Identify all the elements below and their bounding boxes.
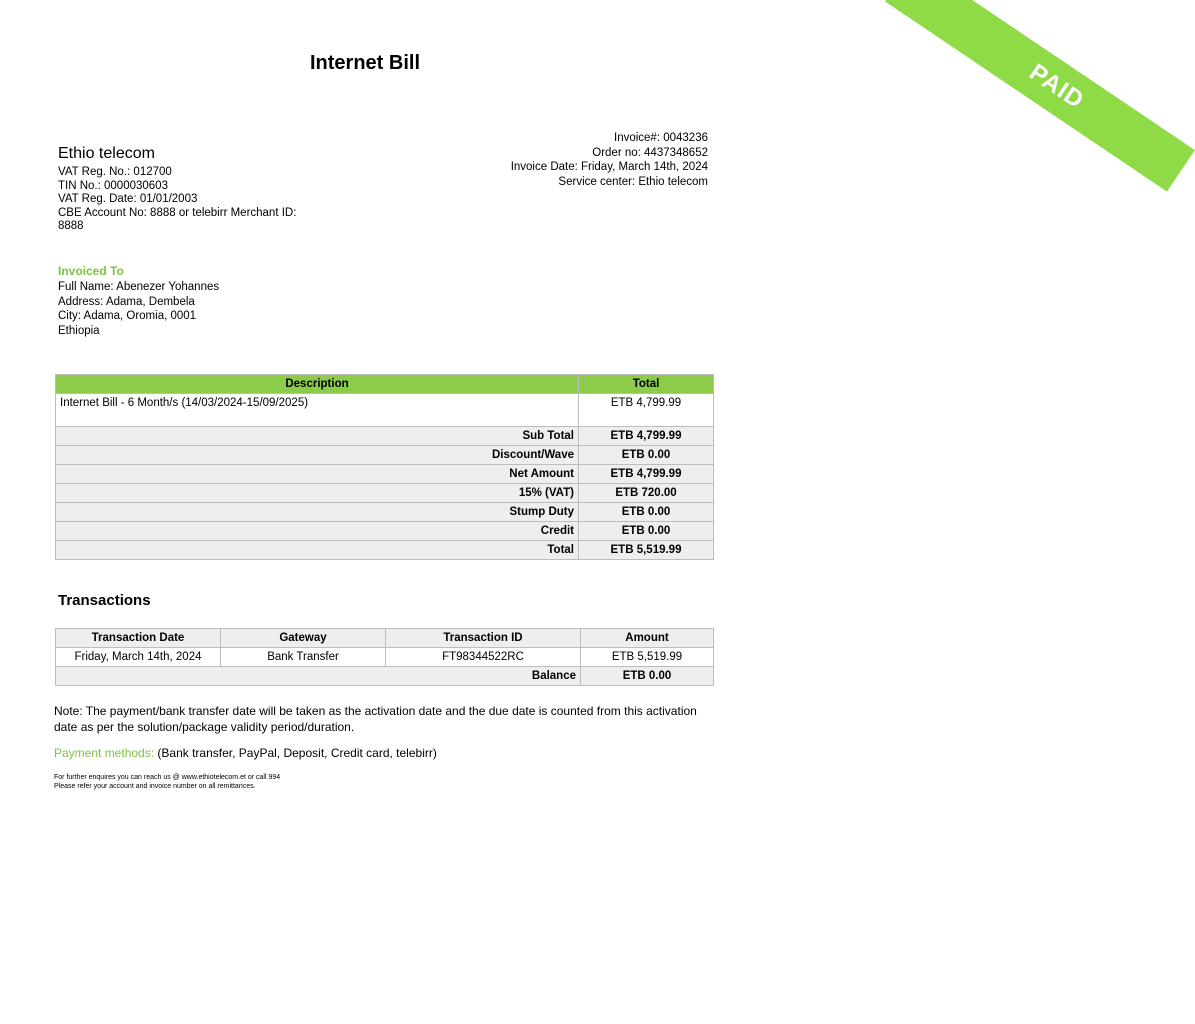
transaction-gateway: Bank Transfer (221, 648, 386, 667)
payment-methods (54, 746, 437, 760)
transactions-header-row (56, 629, 714, 648)
summary-row-credit (56, 522, 714, 541)
table-row (56, 394, 714, 427)
items-table (55, 374, 714, 560)
vat-reg-no: VAT Reg. No.: 012700 (58, 166, 172, 178)
footer-remittance: Please refer your account and invoice number on all remittances. (54, 783, 256, 790)
table-row (56, 648, 714, 667)
customer-country: Ethiopia (58, 325, 100, 338)
vat-reg-date: VAT Reg. Date: 01/01/2003 (58, 193, 198, 205)
payment-methods-label: Payment methods: (54, 746, 155, 760)
summary-label: Sub Total (56, 427, 579, 446)
summary-row-subtotal (56, 427, 714, 446)
transactions-table (55, 628, 714, 686)
balance-value: ETB 0.00 (581, 667, 714, 686)
item-description: Internet Bill - 6 Month/s (14/03/2024-15/09/2025) (56, 394, 579, 427)
payment-methods-value: (Bank transfer, PayPal, Deposit, Credit card, telebirr) (157, 746, 437, 760)
total-header: Total (579, 375, 714, 394)
balance-row (56, 667, 714, 686)
balance-label: Balance (56, 667, 581, 686)
summary-value: ETB 4,799.99 (579, 465, 714, 484)
company-name: Ethio telecom (58, 145, 155, 162)
summary-row-discount (56, 446, 714, 465)
summary-value: ETB 5,519.99 (579, 541, 714, 560)
transaction-amount: ETB 5,519.99 (581, 648, 714, 667)
paid-stamp (885, 0, 1195, 192)
order-number: Order no: 4437348652 (592, 146, 708, 159)
customer-city: City: Adama, Oromia, 0001 (58, 310, 197, 323)
summary-label: Discount/Wave (56, 446, 579, 465)
invoiced-to-heading: Invoiced To (58, 264, 124, 278)
transaction-date: Friday, March 14th, 2024 (56, 648, 221, 667)
transaction-id-header: Transaction ID (386, 629, 581, 648)
summary-row-stump-duty (56, 503, 714, 522)
page-title: Internet Bill (309, 52, 420, 74)
transaction-date-header: Transaction Date (56, 629, 221, 648)
transaction-id: FT98344522RC (386, 648, 581, 667)
summary-row-net-amount (56, 465, 714, 484)
summary-label: Credit (56, 522, 579, 541)
summary-label: Total (56, 541, 579, 560)
amount-header: Amount (581, 629, 714, 648)
tin-no: TIN No.: 0000030603 (58, 179, 168, 192)
invoice-meta (511, 131, 708, 189)
footer-contact: For further enquires you can reach us @ www.ethiotelecom.et or call 994 (54, 774, 281, 781)
customer-name: Full Name: Abenezer Yohannes (58, 280, 220, 293)
description-header: Description (56, 375, 579, 394)
item-total: ETB 4,799.99 (579, 394, 714, 427)
summary-value: ETB 4,799.99 (579, 427, 714, 446)
summary-row-total (56, 541, 714, 560)
company-info (58, 145, 318, 234)
transactions-heading: Transactions (58, 592, 151, 609)
gateway-header: Gateway (221, 629, 386, 648)
summary-value: ETB 720.00 (579, 484, 714, 503)
invoice-date: Invoice Date: Friday, March 14th, 2024 (510, 161, 708, 173)
items-header-row (56, 375, 714, 394)
summary-label: 15% (VAT) (56, 484, 579, 503)
invoiced-to (58, 264, 219, 339)
account-info: CBE Account No: 8888 or telebirr Merchant ID: 8888 (58, 206, 297, 232)
footer (54, 773, 280, 791)
activation-note: Note: The payment/bank transfer date will be taken as the activation date and the due date is counted from this activation date as per the solution/package validity period/duration. (54, 704, 697, 734)
paid-label: PAID (1024, 58, 1090, 115)
customer-address: Address: Adama, Dembela (58, 295, 195, 308)
service-center: Service center: Ethio telecom (558, 175, 708, 188)
summary-value: ETB 0.00 (579, 522, 714, 541)
summary-value: ETB 0.00 (579, 503, 714, 522)
invoice-number: Invoice#: 0043236 (614, 132, 708, 144)
summary-row-vat (56, 484, 714, 503)
summary-label: Stump Duty (56, 503, 579, 522)
summary-label: Net Amount (56, 465, 579, 484)
summary-value: ETB 0.00 (579, 446, 714, 465)
